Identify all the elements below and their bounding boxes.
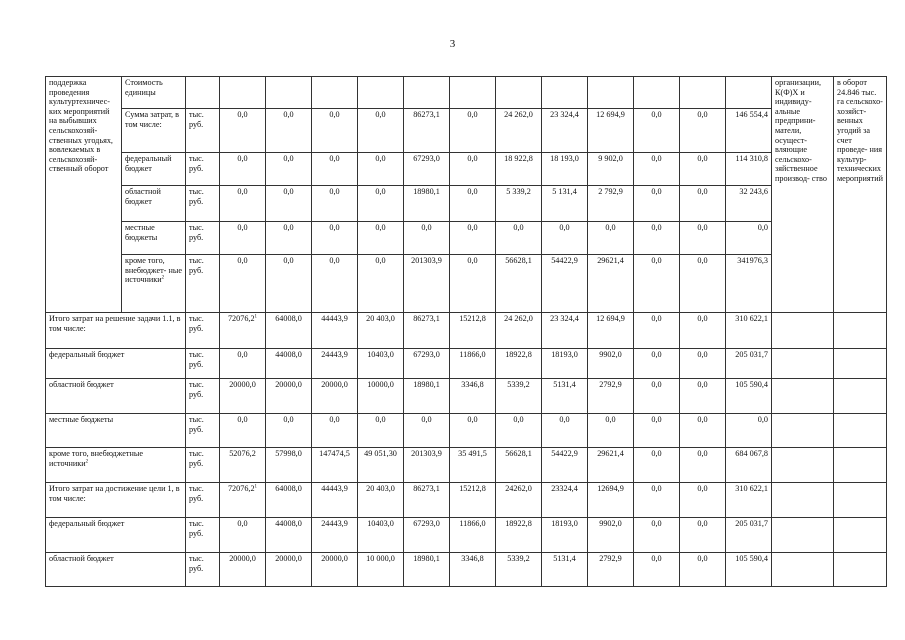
year-value: 0,0	[634, 483, 680, 518]
year-value: 0,0	[588, 414, 634, 448]
year-value: 0,0	[404, 414, 450, 448]
year-value: 0,0	[450, 255, 496, 313]
year-value: 0,0	[358, 222, 404, 255]
year-value: 0,0	[358, 255, 404, 313]
page-number: 3	[449, 38, 456, 50]
year-value: 0,0	[588, 222, 634, 255]
year-value: 20000,0	[312, 553, 358, 587]
year-value: 10403,0	[358, 349, 404, 379]
year-value: 0,0	[680, 379, 726, 414]
year-value: 0,0	[358, 109, 404, 153]
indicator-cell	[834, 518, 887, 553]
row-label: федеральный бюджет	[122, 153, 186, 186]
year-value: 0,0	[312, 255, 358, 313]
year-value: 0,0	[634, 379, 680, 414]
year-value: 44008,0	[266, 518, 312, 553]
year-value: 10403,0	[358, 518, 404, 553]
year-value: 5339,2	[496, 553, 542, 587]
row-label: кроме того, внебюджет- ные источники$^2$	[122, 255, 186, 313]
year-value: 20000,0	[266, 553, 312, 587]
executor-cell	[772, 414, 834, 448]
year-value: 18193,0	[542, 518, 588, 553]
indicator-cell: в оборот 24.846 тыс. га сельскохо- хозяйст- венных угодий за счет проведе- ния культур- технических мероприятий	[834, 77, 887, 313]
executor-cell	[772, 553, 834, 587]
year-value: 0,0	[358, 414, 404, 448]
footnote-marker: 1	[254, 314, 258, 320]
executor-cell	[772, 448, 834, 483]
table-row	[46, 313, 887, 349]
year-value: 72076,2$^1$	[220, 313, 266, 349]
year-value: 3346,8	[450, 379, 496, 414]
unit-cell: тыс. руб.	[186, 379, 220, 414]
year-value: 5339,2	[496, 379, 542, 414]
table-row	[46, 518, 887, 553]
year-value: 0,0	[680, 483, 726, 518]
year-value: 0,0	[496, 414, 542, 448]
year-value: 201303,9	[404, 255, 450, 313]
year-value: 18193,0	[542, 349, 588, 379]
year-value: 44443,9	[312, 313, 358, 349]
total-value: 105 590,4	[726, 553, 772, 587]
year-value: 0,0	[680, 255, 726, 313]
total-value: 114 310,8	[726, 153, 772, 186]
row-label: Итого затрат на достижение цели 1, в том числе:	[46, 483, 186, 518]
year-value: 18980,1	[404, 379, 450, 414]
unit-cell: тыс. руб.	[186, 483, 220, 518]
year-value: 86273,1	[404, 109, 450, 153]
year-value: 0,0	[450, 222, 496, 255]
year-value: 72076,2$^1$	[220, 483, 266, 518]
year-value: 0,0	[634, 222, 680, 255]
year-value: 0,0	[542, 222, 588, 255]
year-value: 24 262,0	[496, 313, 542, 349]
year-value: 0,0	[312, 109, 358, 153]
year-value: 12 694,9	[588, 313, 634, 349]
year-value: 67293,0	[404, 518, 450, 553]
year-value: 20 403,0	[358, 313, 404, 349]
table-row	[46, 349, 887, 379]
indicator-cell	[834, 483, 887, 518]
year-value: 23 324,4	[542, 313, 588, 349]
year-value: 3346,8	[450, 553, 496, 587]
year-value: 5 131,4	[542, 186, 588, 222]
year-value: 15212,8	[450, 483, 496, 518]
budget-table	[45, 76, 887, 587]
year-value: 29621,4	[588, 448, 634, 483]
year-value: 0,0	[634, 448, 680, 483]
indicator-cell	[834, 379, 887, 414]
year-value: 20000,0	[220, 379, 266, 414]
unit-cost-label: Стоимость единицы	[122, 77, 186, 109]
year-value: 0,0	[450, 186, 496, 222]
year-value: 44008,0	[266, 349, 312, 379]
year-value: 54422,9	[542, 255, 588, 313]
year-value: 24262,0	[496, 483, 542, 518]
year-value: 56628,1	[496, 448, 542, 483]
year-value: 0,0	[220, 109, 266, 153]
row-label: федеральный бюджет	[46, 518, 186, 553]
year-value: 5131,4	[542, 379, 588, 414]
year-value: 0,0	[680, 186, 726, 222]
year-value: 9 902,0	[588, 153, 634, 186]
year-value: 0,0	[634, 153, 680, 186]
footnote-marker: 2	[161, 275, 165, 281]
year-value: 0,0	[266, 222, 312, 255]
unit-cell: тыс. руб.	[186, 414, 220, 448]
year-value: 18 922,8	[496, 153, 542, 186]
indicator-cell	[834, 349, 887, 379]
year-value: 0,0	[634, 553, 680, 587]
total-value: 0,0	[726, 414, 772, 448]
year-value: 0,0	[220, 349, 266, 379]
year-value: 11866,0	[450, 349, 496, 379]
year-value: 5131,4	[542, 553, 588, 587]
year-value: 24 262,0	[496, 109, 542, 153]
year-value: 2792,9	[588, 553, 634, 587]
table-row	[46, 186, 887, 222]
year-value: 0,0	[266, 109, 312, 153]
year-value: 0,0	[634, 518, 680, 553]
year-value: 9902,0	[588, 349, 634, 379]
executor-cell	[772, 518, 834, 553]
year-value: 0,0	[266, 414, 312, 448]
year-value: 147474,5	[312, 448, 358, 483]
year-value: 20000,0	[312, 379, 358, 414]
unit-cell: тыс. руб.	[186, 313, 220, 349]
row-label: местные бюджеты	[46, 414, 186, 448]
table-row	[46, 379, 887, 414]
unit-cell: тыс. руб.	[186, 109, 220, 153]
total-value: 205 031,7	[726, 349, 772, 379]
executor-cell: организации, К(Ф)Х и индивиду- альные предприни- матели, осущест- вляющие сельскохо- зяйственное производ- ство	[772, 77, 834, 313]
total-value: 205 031,7	[726, 518, 772, 553]
row-label: кроме того, внебюджетные источники$^2$	[46, 448, 186, 483]
year-value: 52076,2	[220, 448, 266, 483]
year-value: 2 792,9	[588, 186, 634, 222]
year-value: 18980,1	[404, 553, 450, 587]
year-value: 0,0	[220, 153, 266, 186]
year-value: 0,0	[266, 186, 312, 222]
year-value: 0,0	[450, 414, 496, 448]
year-value: 0,0	[358, 186, 404, 222]
year-value: 10000,0	[358, 379, 404, 414]
year-value: 0,0	[680, 518, 726, 553]
year-value: 49 051,30	[358, 448, 404, 483]
unit-cell: тыс. руб.	[186, 255, 220, 313]
unit-cell: тыс. руб.	[186, 153, 220, 186]
year-value: 0,0	[404, 222, 450, 255]
year-value: 86273,1	[404, 313, 450, 349]
total-value: 0,0	[726, 222, 772, 255]
row-label: областной бюджет	[46, 379, 186, 414]
year-value: 9902,0	[588, 518, 634, 553]
table-row	[46, 483, 887, 518]
row-label: местные бюджеты	[122, 222, 186, 255]
year-value: 0,0	[680, 448, 726, 483]
year-value: 0,0	[312, 222, 358, 255]
year-value: 44443,9	[312, 483, 358, 518]
year-value: 0,0	[312, 414, 358, 448]
year-value: 20000,0	[266, 379, 312, 414]
year-value: 86273,1	[404, 483, 450, 518]
year-value: 0,0	[680, 349, 726, 379]
year-value: 56628,1	[496, 255, 542, 313]
row-label: федеральный бюджет	[46, 349, 186, 379]
table-row	[46, 109, 887, 153]
total-value: 341976,3	[726, 255, 772, 313]
year-value: 0,0	[450, 153, 496, 186]
year-value: 2792,9	[588, 379, 634, 414]
total-value: 310 622,1	[726, 483, 772, 518]
unit-cell: тыс. руб.	[186, 186, 220, 222]
year-value: 0,0	[312, 153, 358, 186]
indicator-cell	[834, 448, 887, 483]
year-value: 0,0	[634, 255, 680, 313]
year-value: 54422,9	[542, 448, 588, 483]
year-value: 0,0	[680, 414, 726, 448]
year-value: 0,0	[220, 222, 266, 255]
year-value: 0,0	[680, 153, 726, 186]
total-value: 105 590,4	[726, 379, 772, 414]
total-value: 310 622,1	[726, 313, 772, 349]
year-value: 0,0	[634, 349, 680, 379]
row-label: областной бюджет	[122, 186, 186, 222]
year-value: 0,0	[634, 109, 680, 153]
footnote-marker: 2	[85, 458, 89, 464]
year-value: 0,0	[266, 153, 312, 186]
year-value: 0,0	[634, 414, 680, 448]
year-value: 0,0	[220, 414, 266, 448]
year-value: 12694,9	[588, 483, 634, 518]
year-value: 64008,0	[266, 483, 312, 518]
unit-cell: тыс. руб.	[186, 553, 220, 587]
year-value: 0,0	[680, 222, 726, 255]
year-value: 29621,4	[588, 255, 634, 313]
year-value: 64008,0	[266, 313, 312, 349]
year-value: 0,0	[266, 255, 312, 313]
year-value: 0,0	[680, 109, 726, 153]
table-row	[46, 255, 887, 313]
year-value: 0,0	[312, 186, 358, 222]
year-value: 35 491,5	[450, 448, 496, 483]
total-value: 32 243,6	[726, 186, 772, 222]
year-value: 0,0	[220, 186, 266, 222]
unit-cell: тыс. руб.	[186, 349, 220, 379]
executor-cell	[772, 349, 834, 379]
year-value: 18922,8	[496, 349, 542, 379]
table-row	[46, 153, 887, 186]
year-value: 18 193,0	[542, 153, 588, 186]
year-value: 0,0	[634, 313, 680, 349]
unit-cell: тыс. руб.	[186, 448, 220, 483]
year-value: 201303,9	[404, 448, 450, 483]
year-value: 24443,9	[312, 349, 358, 379]
year-value: 10 000,0	[358, 553, 404, 587]
year-value: 67293,0	[404, 153, 450, 186]
indicator-cell	[834, 414, 887, 448]
year-value: 0,0	[220, 255, 266, 313]
executor-cell	[772, 483, 834, 518]
footnote-marker: 1	[254, 484, 258, 490]
year-value: 67293,0	[404, 349, 450, 379]
year-value: 0,0	[634, 186, 680, 222]
year-value: 0,0	[220, 518, 266, 553]
year-value: 12 694,9	[588, 109, 634, 153]
year-value: 11866,0	[450, 518, 496, 553]
total-value: 684 067,8	[726, 448, 772, 483]
indicator-cell	[834, 553, 887, 587]
year-value: 57998,0	[266, 448, 312, 483]
row-label: областной бюджет	[46, 553, 186, 587]
year-value: 0,0	[358, 153, 404, 186]
indicator-cell	[834, 313, 887, 349]
unit-cell: тыс. руб.	[186, 518, 220, 553]
year-value: 24443,9	[312, 518, 358, 553]
year-value: 0,0	[680, 553, 726, 587]
year-value: 18980,1	[404, 186, 450, 222]
unit-cell: тыс. руб.	[186, 222, 220, 255]
year-value: 15212,8	[450, 313, 496, 349]
year-value: 23324,4	[542, 483, 588, 518]
table-row	[46, 222, 887, 255]
table-row	[46, 448, 887, 483]
row-label: Итого затрат на решение задачи 1.1, в том числе:	[46, 313, 186, 349]
year-value: 0,0	[542, 414, 588, 448]
executor-cell	[772, 379, 834, 414]
year-value: 0,0	[680, 313, 726, 349]
year-value: 20 403,0	[358, 483, 404, 518]
table-row	[46, 77, 887, 109]
year-value: 23 324,4	[542, 109, 588, 153]
total-value: 146 554,4	[726, 109, 772, 153]
table-row	[46, 553, 887, 587]
row-label: Сумма затрат, в том числе:	[122, 109, 186, 153]
executor-cell	[772, 313, 834, 349]
table-row	[46, 414, 887, 448]
year-value: 20000,0	[220, 553, 266, 587]
measure-cell: поддержка проведения культуртехничес- ких мероприятий на выбывших сельскохозяй- ственных угодьях, вовлекаемых в сельскохозяй- ственный оборот	[46, 77, 122, 313]
year-value: 18922,8	[496, 518, 542, 553]
year-value: 0,0	[450, 109, 496, 153]
year-value: 5 339,2	[496, 186, 542, 222]
year-value: 0,0	[496, 222, 542, 255]
